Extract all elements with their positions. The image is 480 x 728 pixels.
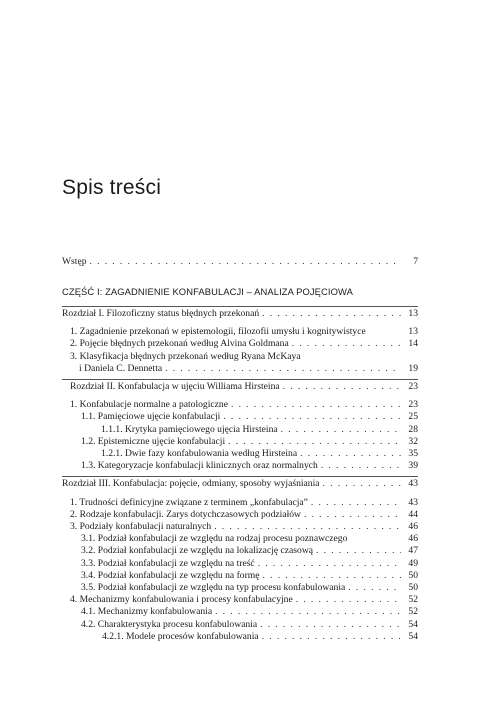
toc-page-number: 52 (408, 606, 418, 618)
toc-page-number: 7 (413, 256, 418, 267)
toc-page-number: 35 (408, 448, 418, 460)
dot-leader (316, 545, 401, 557)
page-title: Spis treści (62, 176, 162, 199)
toc-entry (62, 338, 418, 350)
toc-entry (62, 448, 418, 460)
dot-leader (300, 448, 401, 460)
dot-leader (228, 436, 401, 448)
dot-leader (214, 521, 401, 533)
toc-entry (62, 351, 418, 363)
toc-entry-text: 1. Konfabulacje normalne a patologiczne (70, 399, 228, 411)
toc-entry (62, 424, 418, 436)
toc-entry-text: 1.1. Pamięciowe ujęcie konfabulacji (81, 411, 221, 423)
toc-entry-text: 3.3. Podział konfabulacji ze względu na treść (81, 557, 255, 569)
toc-page-number: 43 (408, 478, 418, 490)
dot-leader (215, 606, 401, 618)
dot-leader (90, 256, 401, 268)
toc-page-number: 54 (408, 618, 418, 630)
toc-entry (62, 509, 418, 521)
dot-leader (304, 509, 401, 521)
toc-entry (62, 545, 418, 557)
toc-entry-text: 3.5. Podział konfabulacji ze względu na typ procesu konfabulowania (81, 582, 346, 594)
toc-page-number: 50 (408, 569, 418, 581)
toc-entry-text: 4.2. Charakterystyka procesu konfabulowania (81, 618, 258, 630)
toc-page-number: 19 (408, 362, 418, 374)
toc-entry (62, 497, 418, 509)
chapter-heading (62, 478, 418, 490)
dot-leader (321, 460, 401, 472)
toc-page-number: 14 (408, 338, 418, 350)
dot-leader (260, 619, 401, 631)
toc-entry (62, 399, 418, 411)
toc-page-number: 23 (408, 399, 418, 411)
toc-entry-introduction (62, 256, 418, 268)
toc-entry (62, 582, 418, 594)
toc-entry-text: 1.1.1. Krytyka pamięciowego ujęcia Hirsteina (101, 423, 278, 435)
dot-leader (292, 338, 401, 350)
dot-leader (223, 411, 401, 423)
toc-entry-text: 3. Podziały konfabulacji naturalnych (70, 521, 212, 533)
toc-entry (62, 606, 418, 618)
dot-leader (165, 363, 401, 375)
toc-entry-text: Wstęp (62, 256, 87, 267)
toc-page-number: 49 (408, 557, 418, 569)
toc-entry-text: 1. Zagadnienie przekonań w epistemologii, filozofii umysłu i kognitywistyce (70, 326, 366, 338)
chapter-1 (62, 306, 418, 375)
toc-entry-text: 3.2. Podział konfabulacji ze względu na lokalizację czasową (81, 545, 314, 557)
toc-page-number: 44 (408, 508, 418, 520)
chapter-heading (62, 381, 418, 393)
toc-entry (62, 411, 418, 423)
toc-entry (62, 631, 418, 643)
toc-entry-text: i Daniela C. Dennetta (79, 362, 163, 374)
toc-entry (62, 594, 418, 606)
toc-entry-text: 2. Rodzaje konfabulacji. Zarys dotychczasowych podziałów (70, 508, 301, 520)
toc-entry-text: 2. Pojęcie błędnych przekonań według Alvina Goldmana (70, 338, 289, 350)
dot-leader (262, 631, 401, 643)
dot-leader (281, 424, 401, 436)
toc-entry (62, 533, 418, 545)
toc-page-number: 13 (408, 326, 418, 338)
part-heading: CZĘŚĆ I: ZAGADNIENIE KONFABULACJI – ANALIZA POJĘCIOWA (62, 286, 353, 297)
toc-entry-text: 1.2. Epistemiczne ujęcie konfabulacji (81, 435, 226, 447)
dot-leader (348, 582, 401, 594)
toc-page-number: 39 (408, 460, 418, 472)
toc-page-number: 47 (408, 545, 418, 557)
toc-entry (62, 460, 418, 472)
toc-entry (62, 436, 418, 448)
dot-leader (283, 381, 401, 393)
toc-page-number: 25 (408, 411, 418, 423)
chapter-2 (62, 379, 418, 472)
toc-entry (62, 363, 418, 375)
toc-page-number: 46 (408, 521, 418, 533)
dot-leader (311, 497, 401, 509)
chapter-3 (62, 476, 418, 643)
toc-page-number: 32 (408, 435, 418, 447)
dot-leader (296, 594, 401, 606)
table-of-contents (62, 306, 418, 647)
toc-entry-text: 3.1. Podział konfabulacji ze względu na rodzaj procesu poznawczego (81, 533, 348, 545)
toc-entry-text: 4.2.1. Modele procesów konfabulowania (102, 630, 259, 642)
chapter-heading (62, 308, 418, 320)
toc-entry-text: 1. Trudności definicyjne związane z terminem „konfabulacja” (70, 496, 308, 508)
toc-entry-text: 1.3. Kategoryzacje konfabulacji klinicznych oraz normalnych (81, 460, 318, 472)
toc-entry (62, 570, 418, 582)
toc-entry (62, 619, 418, 631)
toc-entry-text: 4. Mechanizmy konfabulowania i procesy konfabulacyjne (70, 594, 293, 606)
toc-page-number: 13 (408, 308, 418, 319)
dot-leader (258, 558, 401, 570)
toc-entry-text: 1.2.1. Dwie fazy konfabulowania według Hirsteina (101, 448, 298, 460)
toc-entry-text: Rozdział III. Konfabulacja: pojęcie, odmiany, sposoby wyjaśniania (62, 478, 320, 490)
toc-page-number: 28 (408, 423, 418, 435)
toc-page-number: 23 (408, 381, 418, 393)
dot-leader (262, 308, 401, 320)
toc-entry (62, 326, 418, 338)
toc-entry-text: Rozdział I. Filozoficzny status błędnych przekonań (62, 308, 260, 319)
toc-entry-text: 3. Klasyfikacja błędnych przekonań według Ryana McKaya (70, 350, 301, 362)
toc-entry-text: 3.4. Podział konfabulacji ze względu na formę (81, 569, 260, 581)
toc-entry-text: Rozdział II. Konfabulacja w ujęciu Williama Hirsteina (70, 381, 280, 393)
dot-leader (263, 570, 402, 582)
toc-page-number: 52 (408, 594, 418, 606)
toc-page-number: 46 (408, 533, 418, 545)
toc-page-number: 54 (408, 630, 418, 642)
toc-page-number: 43 (408, 496, 418, 508)
dot-leader (323, 478, 401, 490)
dot-leader (231, 399, 401, 411)
toc-entry (62, 521, 418, 533)
toc-page-number: 50 (408, 582, 418, 594)
toc-entry (62, 558, 418, 570)
toc-entry-text: 4.1. Mechanizmy konfabulowania (81, 606, 213, 618)
